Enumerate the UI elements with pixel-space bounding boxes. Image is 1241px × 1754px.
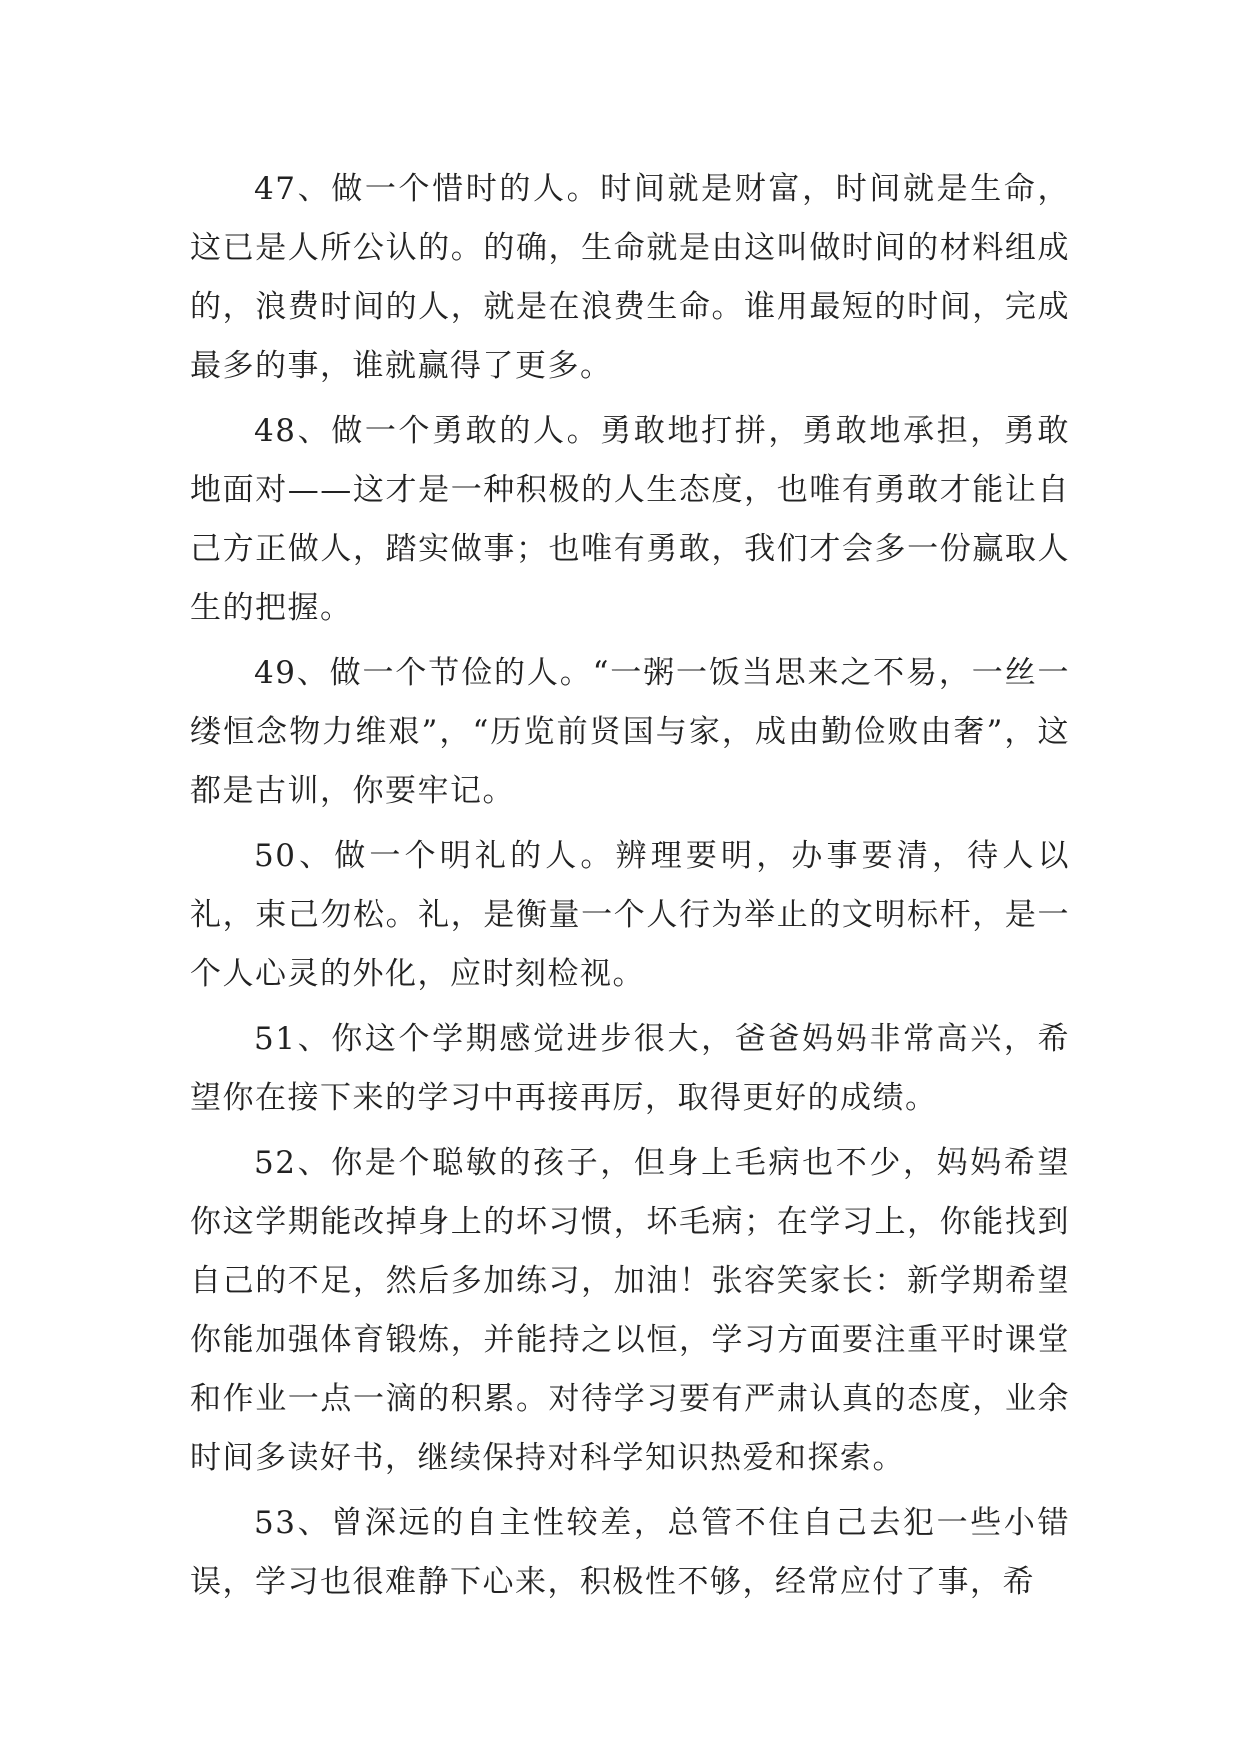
paragraph-47: 47、做一个惜时的人。时间就是财富，时间就是生命，这已是人所公认的。的确，生命就是由这叫做时间的材料组成的，浪费时间的人，就是在浪费生命。谁用最短的时间，完成最多的事，谁就赢得了更多。 — [190, 171, 1070, 384]
document-body — [190, 160, 1070, 1618]
paragraph-53: 53、曾深远的自主性较差，总管不住自己去犯一些小错误，学习也很难静下心来，积极性不够，经常应付了事，希 — [190, 1505, 1070, 1600]
paragraph-52: 52、你是个聪敏的孩子，但身上毛病也不少，妈妈希望你这学期能改掉身上的坏习惯，坏毛病；在学习上，你能找到自己的不足，然后多加练习，加油！张容笑家长：新学期希望你能加强体育锻炼，并能持之以恒，学习方面要注重平时课堂和作业一点一滴的积累。对待学习要有严肃认真的态度，业余时间多读好书，继续保持对科学知识热爱和探索。 — [190, 1145, 1070, 1476]
paragraph-48: 48、做一个勇敢的人。勇敢地打拼，勇敢地承担，勇敢地面对——这才是一种积极的人生态度，也唯有勇敢才能让自己方正做人，踏实做事；也唯有勇敢，我们才会多一份赢取人生的把握。 — [190, 413, 1070, 626]
paragraph-51: 51、你这个学期感觉进步很大，爸爸妈妈非常高兴，希望你在接下来的学习中再接再厉，取得更好的成绩。 — [190, 1021, 1070, 1116]
paragraph-49: 49、做一个节俭的人。“一粥一饭当思来之不易，一丝一缕恒念物力维艰”，“历览前贤国与家，成由勤俭败由奢”，这都是古训，你要牢记。 — [190, 655, 1070, 809]
paragraph-50: 50、做一个明礼的人。辨理要明，办事要清，待人以礼，束己勿松。礼，是衡量一个人行为举止的文明标杆，是一个人心灵的外化，应时刻检视。 — [190, 838, 1070, 992]
